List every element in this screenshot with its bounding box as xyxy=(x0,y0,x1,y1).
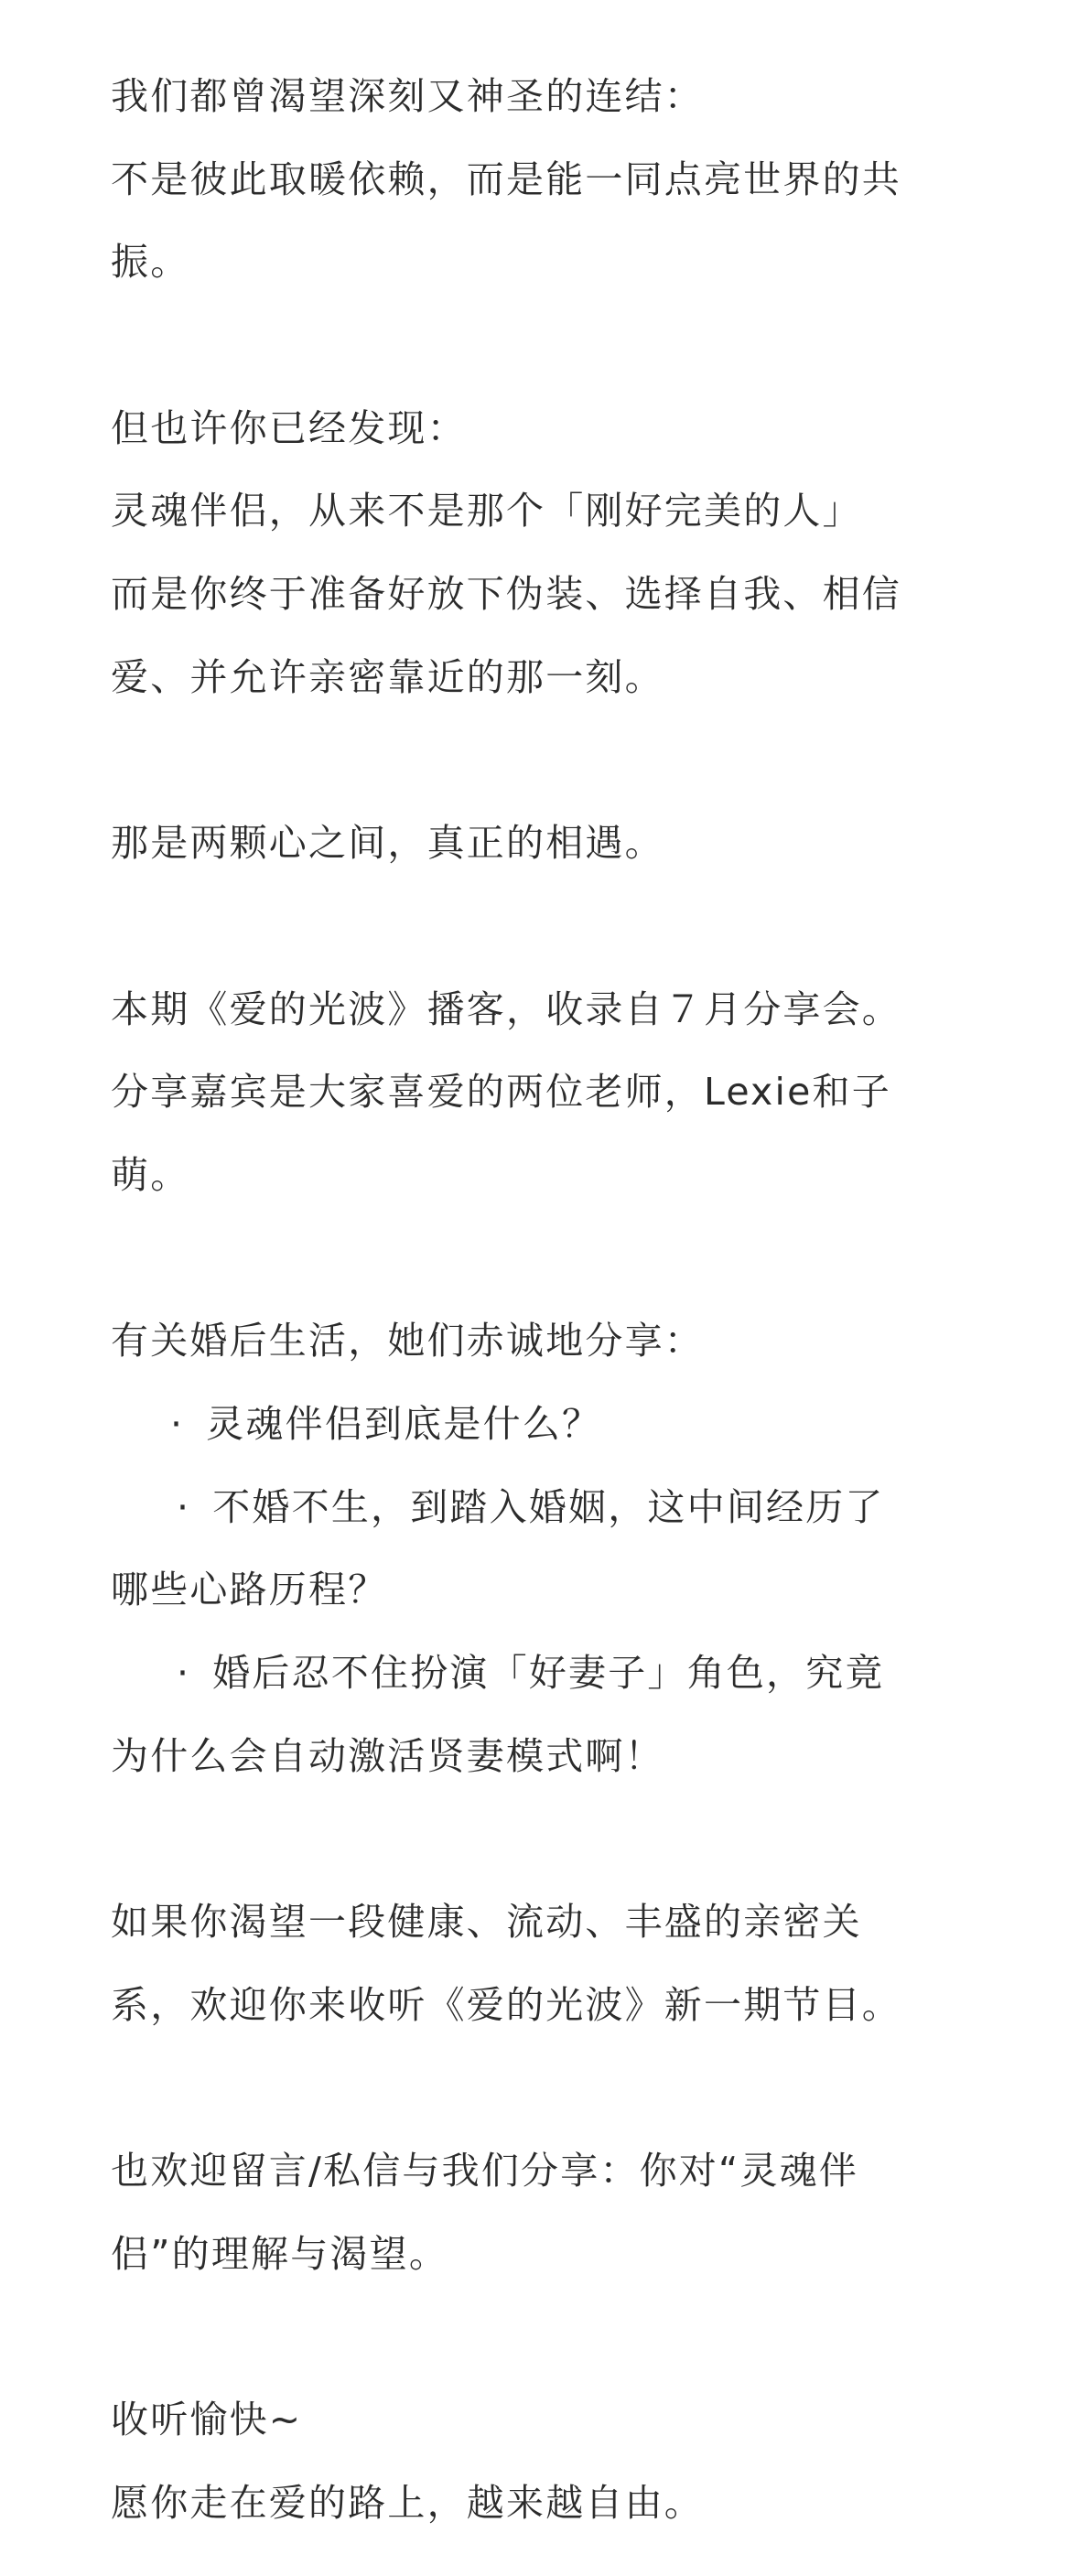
bullet-text: 灵魂伴侣到底是什么？ xyxy=(206,1402,602,1446)
text-line: 分享嘉宾是大家喜爱的两位老师，Lexie和子 xyxy=(111,1070,891,1115)
bullet-dot-icon: · xyxy=(177,1651,191,1696)
paragraph-spacer xyxy=(111,2047,989,2130)
bullet-item xyxy=(111,1383,989,1466)
text-line: 萌。 xyxy=(111,1152,190,1197)
text-line: 而是你终于准备好放下伪装、选择自我、相信 xyxy=(111,572,901,617)
bullet-text: 不婚不生，到踏入婚姻，这中间经历了 xyxy=(212,1484,885,1529)
bullet-dot-icon: · xyxy=(170,1402,185,1446)
text-line: 我们都曾渴望深刻又神圣的连结： xyxy=(111,74,704,118)
text-line: 收听愉快~ xyxy=(111,2398,303,2442)
paragraph-comment-invite xyxy=(111,2129,989,2295)
bullet-item xyxy=(111,1466,989,1549)
paragraph-spacer xyxy=(111,304,989,387)
text-line: 愿你走在爱的路上，越来越自由。 xyxy=(111,2480,704,2525)
text-line: 为什么会自动激活贤妻模式啊！ xyxy=(111,1733,664,1778)
article-body xyxy=(111,55,989,2545)
text-line: 灵魂伴侣，从来不是那个「刚好完美的人」 xyxy=(111,489,862,534)
paragraph-spacer xyxy=(111,885,989,968)
text-line: 如果你渴望一段健康、流动、丰盛的亲密关 xyxy=(111,1900,862,1945)
bullet-item xyxy=(111,1632,989,1715)
paragraph-podcast-intro xyxy=(111,968,989,1217)
text-line: 那是两颗心之间，真正的相遇。 xyxy=(111,821,664,866)
text-line: 系，欢迎你来收听《爱的光波》新一期节目。 xyxy=(111,1982,901,2027)
paragraph-closing xyxy=(111,2378,989,2544)
text-line: 本期《爱的光波》播客，收录自７月分享会。 xyxy=(111,986,901,1031)
paragraph-encounter xyxy=(111,802,989,885)
text-line: 但也许你已经发现： xyxy=(111,405,467,450)
paragraph-intro xyxy=(111,55,989,304)
paragraph-soulmate xyxy=(111,387,989,719)
text-line: 振。 xyxy=(111,240,190,285)
paragraph-spacer xyxy=(111,1217,989,1300)
paragraph-spacer xyxy=(111,719,989,803)
paragraph-invitation xyxy=(111,1881,989,2046)
text-line: 有关婚后生活，她们赤诚地分享： xyxy=(111,1319,704,1363)
text-line: 不是彼此取暖依赖，而是能一同点亮世界的共 xyxy=(111,156,901,201)
text-line: 也欢迎留言/私信与我们分享：你对“灵魂伴 xyxy=(111,2149,859,2193)
bullet-text: 婚后忍不住扮演「好妻子」角色，究竟 xyxy=(212,1651,885,1696)
paragraph-spacer xyxy=(111,1797,989,1881)
bullet-dot-icon: · xyxy=(177,1484,191,1529)
text-line: 爱、并允许亲密靠近的那一刻。 xyxy=(111,654,664,699)
paragraph-topics xyxy=(111,1299,989,1797)
text-line: 侣”的理解与渴望。 xyxy=(111,2231,449,2276)
text-line: 哪些心路历程？ xyxy=(111,1568,388,1612)
paragraph-spacer xyxy=(111,2296,989,2379)
